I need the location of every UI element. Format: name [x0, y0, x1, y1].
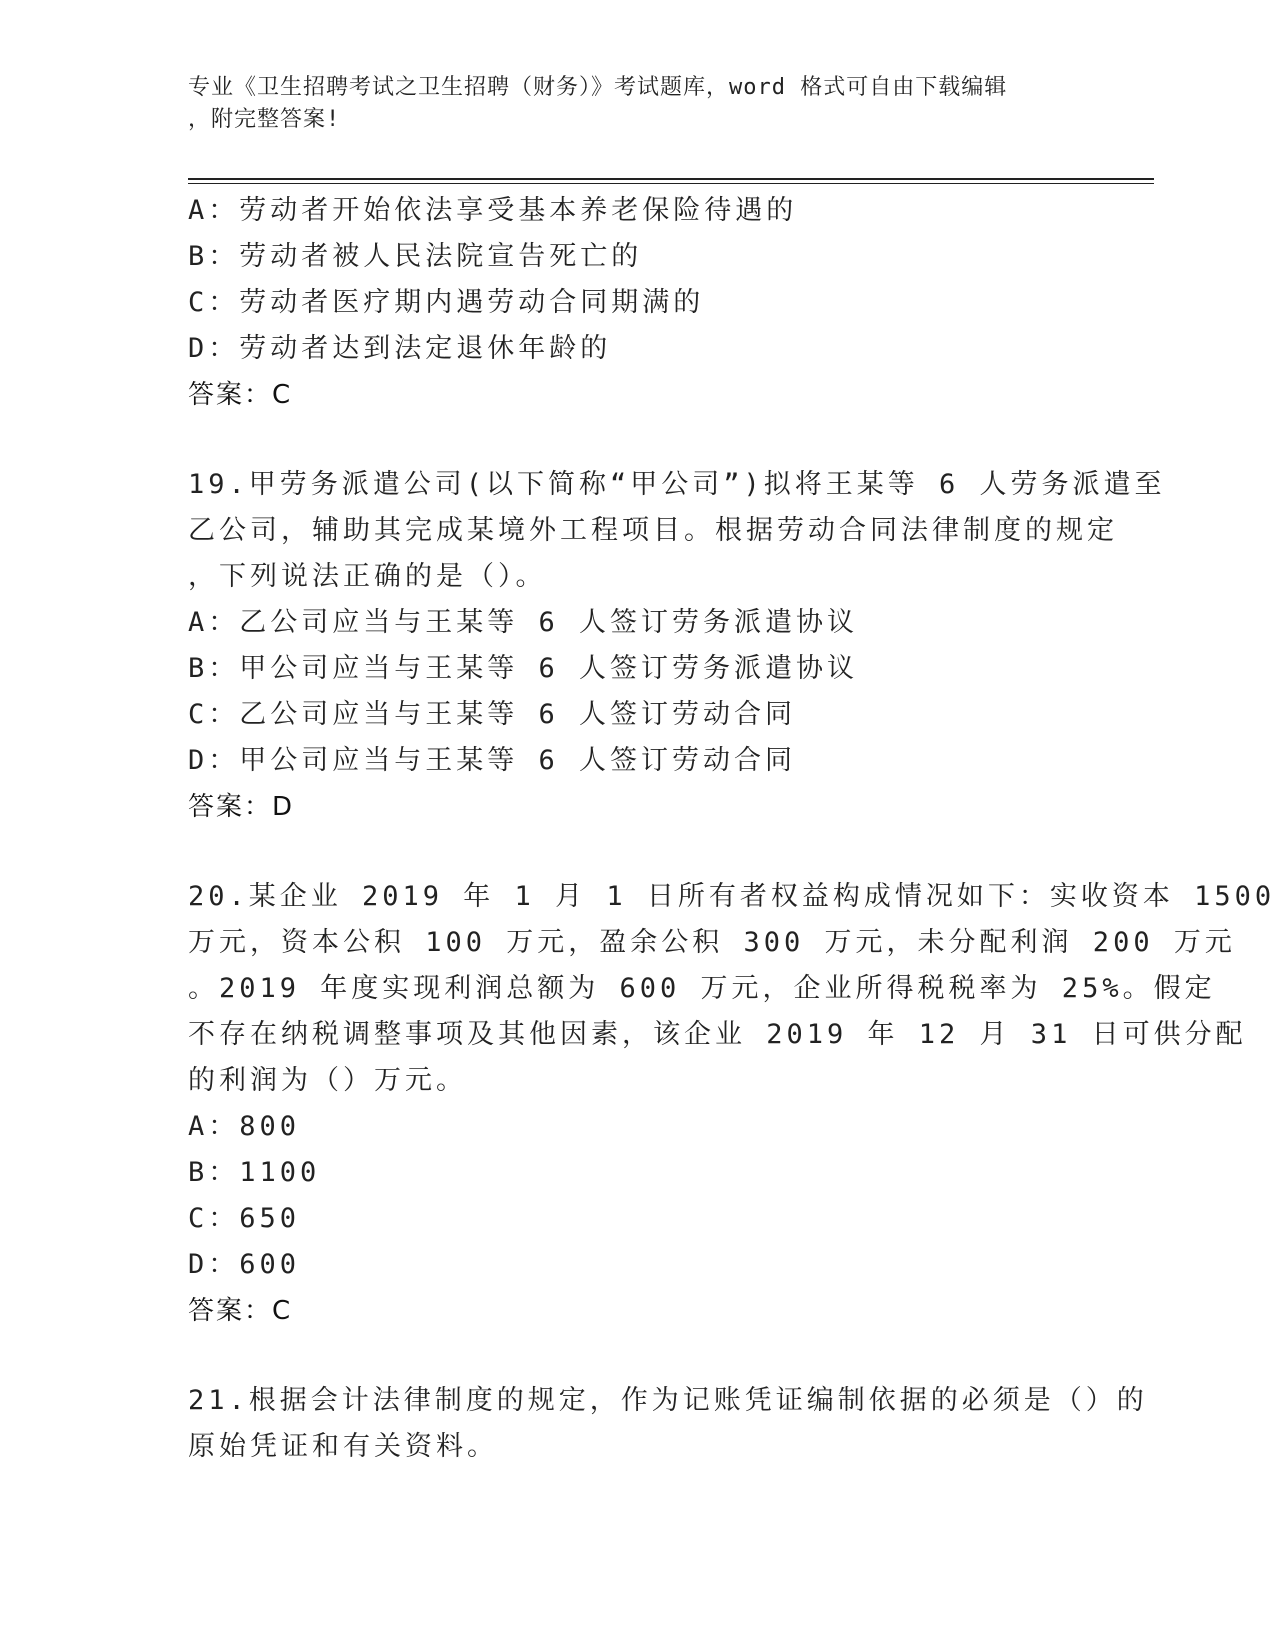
option-a: A：劳动者开始依法享受基本养老保险待遇的 [188, 195, 798, 226]
question-text-line: 20.某企业 2019 年 1 月 1 日所有者权益构成情况如下：实收资本 1500 [188, 881, 1275, 912]
question-text-line: 万元，资本公积 100 万元，盈余公积 300 万元，未分配利润 200 万元 [188, 927, 1236, 958]
header-divider-thin [188, 183, 1154, 184]
question-text [188, 874, 1275, 1104]
question-text-line: ，下列说法正确的是（）。 [188, 561, 547, 592]
header-line-2: ，附完整答案! [188, 107, 341, 132]
option-a: A：乙公司应当与王某等 6 人签订劳务派遣协议 [188, 607, 859, 638]
question-text-line: 。2019 年度实现利润总额为 600 万元，企业所得税税率为 25%。假定 [188, 973, 1216, 1004]
question-text-line: 原始凭证和有关资料。 [188, 1431, 498, 1462]
header-divider [188, 178, 1154, 180]
option-a: A：800 [188, 1111, 301, 1142]
option-b: B：1100 [188, 1157, 321, 1188]
question-text-line: 21.根据会计法律制度的规定，作为记账凭证编制依据的必须是（）的 [188, 1385, 1148, 1416]
option-d: D：劳动者达到法定退休年龄的 [188, 333, 612, 364]
document-header [188, 72, 1068, 136]
option-d: D：600 [188, 1249, 301, 1280]
option-d: D：甲公司应当与王某等 6 人签订劳动合同 [188, 745, 797, 776]
question-text-line: 19.甲劳务派遣公司(以下简称“甲公司”)拟将王某等 6 人劳务派遣至 [188, 469, 1166, 500]
answer: 答案：C [188, 380, 293, 410]
header-line-1: 专业《卫生招聘考试之卫生招聘（财务）》考试题库，word 格式可自由下载编辑 [188, 75, 1008, 100]
question-21 [188, 1378, 1148, 1470]
option-c: C：劳动者医疗期内遇劳动合同期满的 [188, 287, 705, 318]
question-text [188, 1378, 1148, 1470]
option-c: C：乙公司应当与王某等 6 人签订劳动合同 [188, 699, 797, 730]
answer: 答案：C [188, 1296, 293, 1326]
question-text-line: 不存在纳税调整事项及其他因素，该企业 2019 年 12 月 31 日可供分配 [188, 1019, 1247, 1050]
question-text-line: 乙公司，辅助其完成某境外工程项目。根据劳动合同法律制度的规定 [188, 515, 1118, 546]
option-b: B：劳动者被人民法院宣告死亡的 [188, 241, 643, 272]
question-20 [188, 874, 1275, 1334]
question-text-line: 的利润为（）万元。 [188, 1065, 467, 1096]
question-18 [188, 188, 1088, 418]
question-19 [188, 462, 1166, 830]
option-c: C：650 [188, 1203, 301, 1234]
question-text [188, 462, 1166, 600]
questions-content [188, 188, 1275, 1470]
answer: 答案：D [188, 792, 295, 822]
option-b: B：甲公司应当与王某等 6 人签订劳务派遣协议 [188, 653, 859, 684]
